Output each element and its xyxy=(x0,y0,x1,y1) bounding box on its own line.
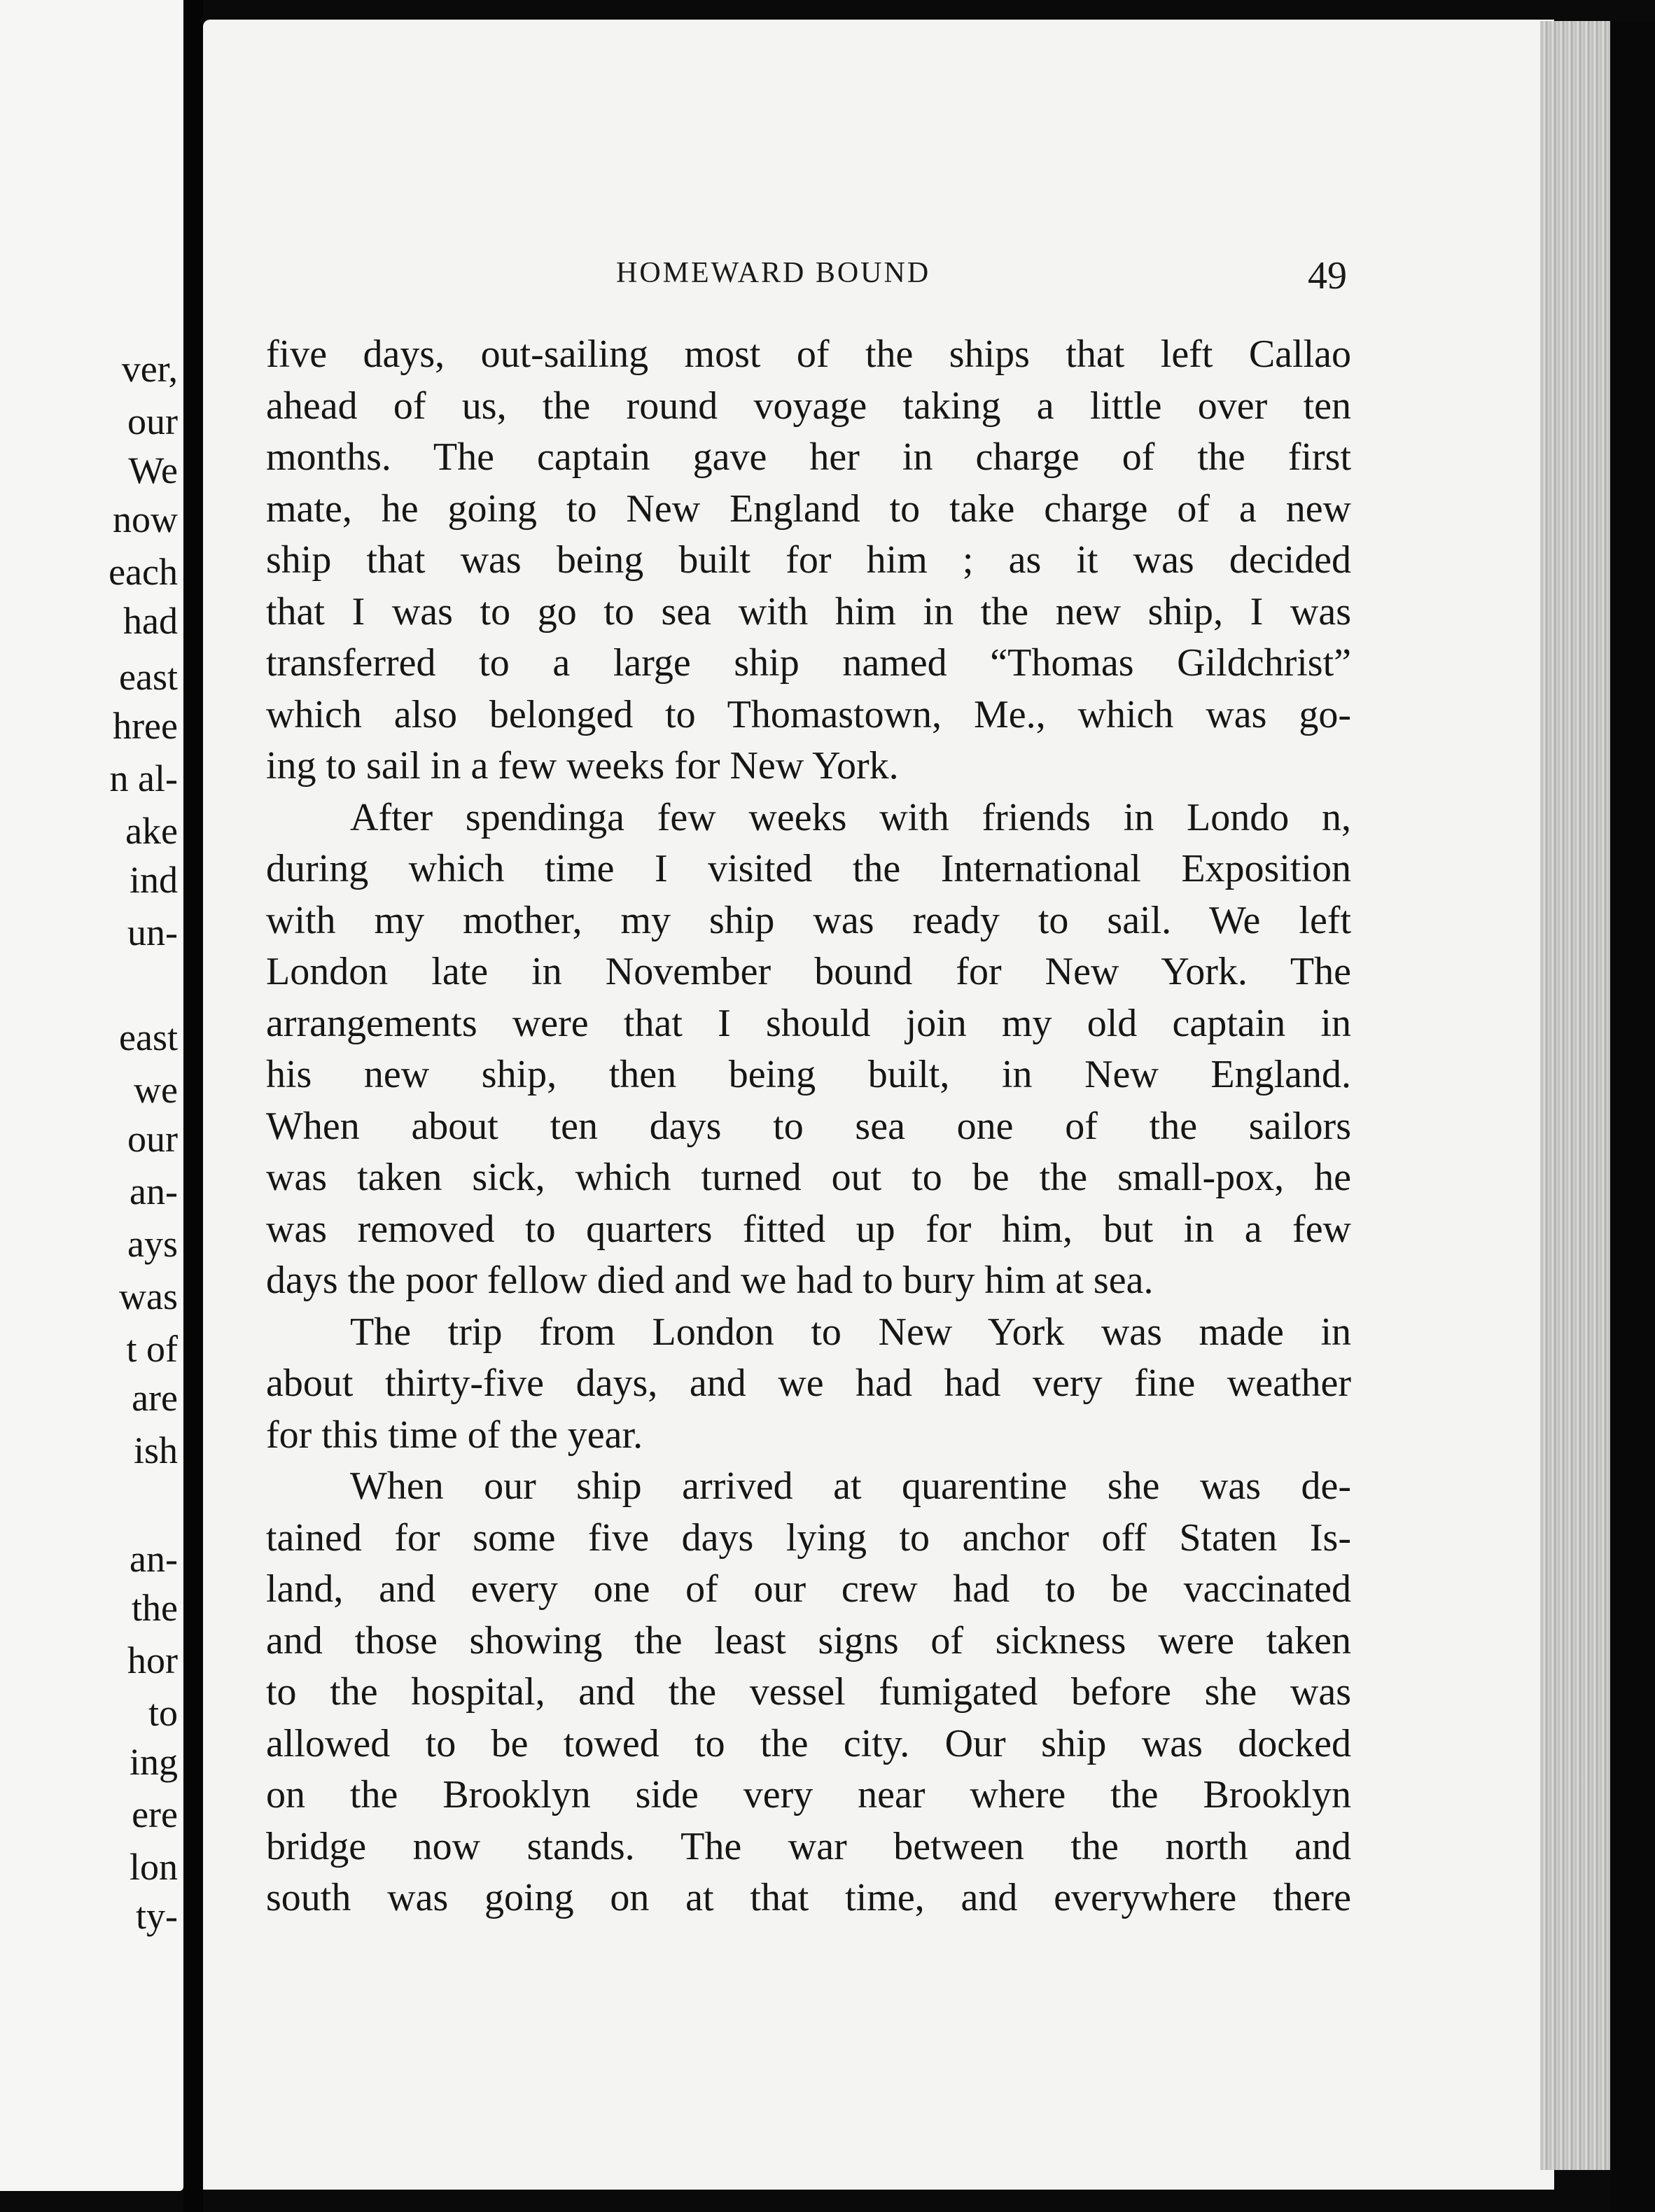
left-page-fragment: an- xyxy=(130,1538,178,1580)
text-line: allowed to be towed to the city. Our ship was docked xyxy=(266,1721,1351,1765)
left-page-fragment: now xyxy=(113,498,178,540)
text-line: south was going on at that time, and everywhere there xyxy=(266,1876,1351,1919)
left-page-fragment: we xyxy=(134,1069,178,1111)
left-page-fragment: t of xyxy=(126,1328,178,1370)
left-page-fragment: are xyxy=(132,1377,178,1419)
text-line: tained for some five days lying to anchor off Staten Is- xyxy=(266,1516,1351,1560)
body-text xyxy=(266,329,1351,1924)
left-page-fragment: our xyxy=(127,400,178,442)
running-head: HOMEWARD BOUND xyxy=(616,257,931,289)
text-line: that I was to go to sea with him in the new ship, I was xyxy=(266,589,1351,634)
text-line: which also belonged to Thomastown, Me., which was go- xyxy=(266,692,1351,736)
text-line: ship that was being built for him ; as it was decided xyxy=(266,538,1351,582)
book-gutter xyxy=(183,0,203,2212)
left-page-fragment: east xyxy=(119,1016,178,1058)
left-page-fragment: hor xyxy=(127,1639,178,1681)
left-page-fragment: ind xyxy=(129,859,178,901)
left-page-fragment: ays xyxy=(127,1223,178,1265)
left-page-fragment: ere xyxy=(132,1793,178,1835)
text-line: was taken sick, which turned out to be the small-pox, he xyxy=(266,1156,1351,1199)
left-page-fragment: ing xyxy=(129,1741,178,1783)
text-line: was removed to quarters fitted up for him, but in a few xyxy=(266,1207,1351,1251)
left-page-fragment: had xyxy=(123,600,178,642)
left-page-fragment: ver, xyxy=(121,348,178,390)
text-line: land, and every one of our crew had to be vaccinated xyxy=(266,1567,1351,1611)
left-page-fragment: un- xyxy=(127,911,178,953)
text-line: with my mother, my ship was ready to sail. We left xyxy=(266,898,1351,942)
left-page-fragment: lon xyxy=(129,1846,178,1888)
text-line: mate, he going to New England to take charge of a new xyxy=(266,486,1351,531)
left-facing-page xyxy=(0,0,183,2191)
text-line: days the poor fellow died and we had to bury him at sea. xyxy=(266,1259,1154,1302)
text-line: about thirty-five days, and we had had very fine weather xyxy=(266,1362,1351,1405)
left-page-fragment: ty- xyxy=(136,1895,178,1937)
scan-background-edge xyxy=(1610,21,1655,2212)
text-line: ahead of us, the round voyage taking a little over ten xyxy=(266,384,1351,428)
text-line: for this time of the year. xyxy=(266,1413,643,1457)
text-line: transferred to a large ship named “Thomas Gildchrist” xyxy=(266,641,1351,685)
left-page-fragment: east xyxy=(119,656,178,698)
text-line: five days, out-sailing most of the ships that left Callao xyxy=(266,332,1351,376)
left-page-fragment: hree xyxy=(113,705,178,747)
page-number: 49 xyxy=(1308,254,1347,298)
left-page-fragment: n al- xyxy=(109,757,178,799)
text-line: his new ship, then being built, in New England. xyxy=(266,1053,1351,1096)
text-line: London late in November bound for New York. The xyxy=(266,950,1351,993)
left-page-fragment: to xyxy=(148,1692,178,1734)
text-line: When about ten days to sea one of the sailors xyxy=(266,1104,1351,1148)
text-line: After spendinga few weeks with friends in Londo n, xyxy=(350,795,1351,839)
text-line: ing to sail in a few weeks for New York. xyxy=(266,744,899,788)
left-page-fragment: the xyxy=(132,1587,178,1629)
text-line: and those showing the least signs of sickness were taken xyxy=(266,1618,1351,1662)
left-page-fragment: our xyxy=(127,1118,178,1160)
left-page-fragment: each xyxy=(109,551,178,593)
text-line: When our ship arrived at quarentine she was de- xyxy=(350,1464,1351,1508)
text-line: arrangements were that I should join my old captain in xyxy=(266,1001,1351,1045)
left-page-fragment: an- xyxy=(130,1170,178,1212)
text-line: bridge now stands. The war between the north and xyxy=(266,1824,1351,1868)
text-line: during which time I visited the International Exposition xyxy=(266,847,1351,890)
left-page-fragment: was xyxy=(119,1275,178,1317)
text-line: months. The captain gave her in charge of the first xyxy=(266,435,1351,479)
text-line: on the Brooklyn side very near where the Brooklyn xyxy=(266,1773,1351,1816)
text-line: The trip from London to New York was made in xyxy=(350,1310,1351,1354)
left-page-fragment: We xyxy=(128,449,178,491)
text-line: to the hospital, and the vessel fumigated before she was xyxy=(266,1670,1351,1714)
left-page-fragment: ake xyxy=(125,810,178,852)
left-page-fragment: ish xyxy=(133,1429,178,1471)
